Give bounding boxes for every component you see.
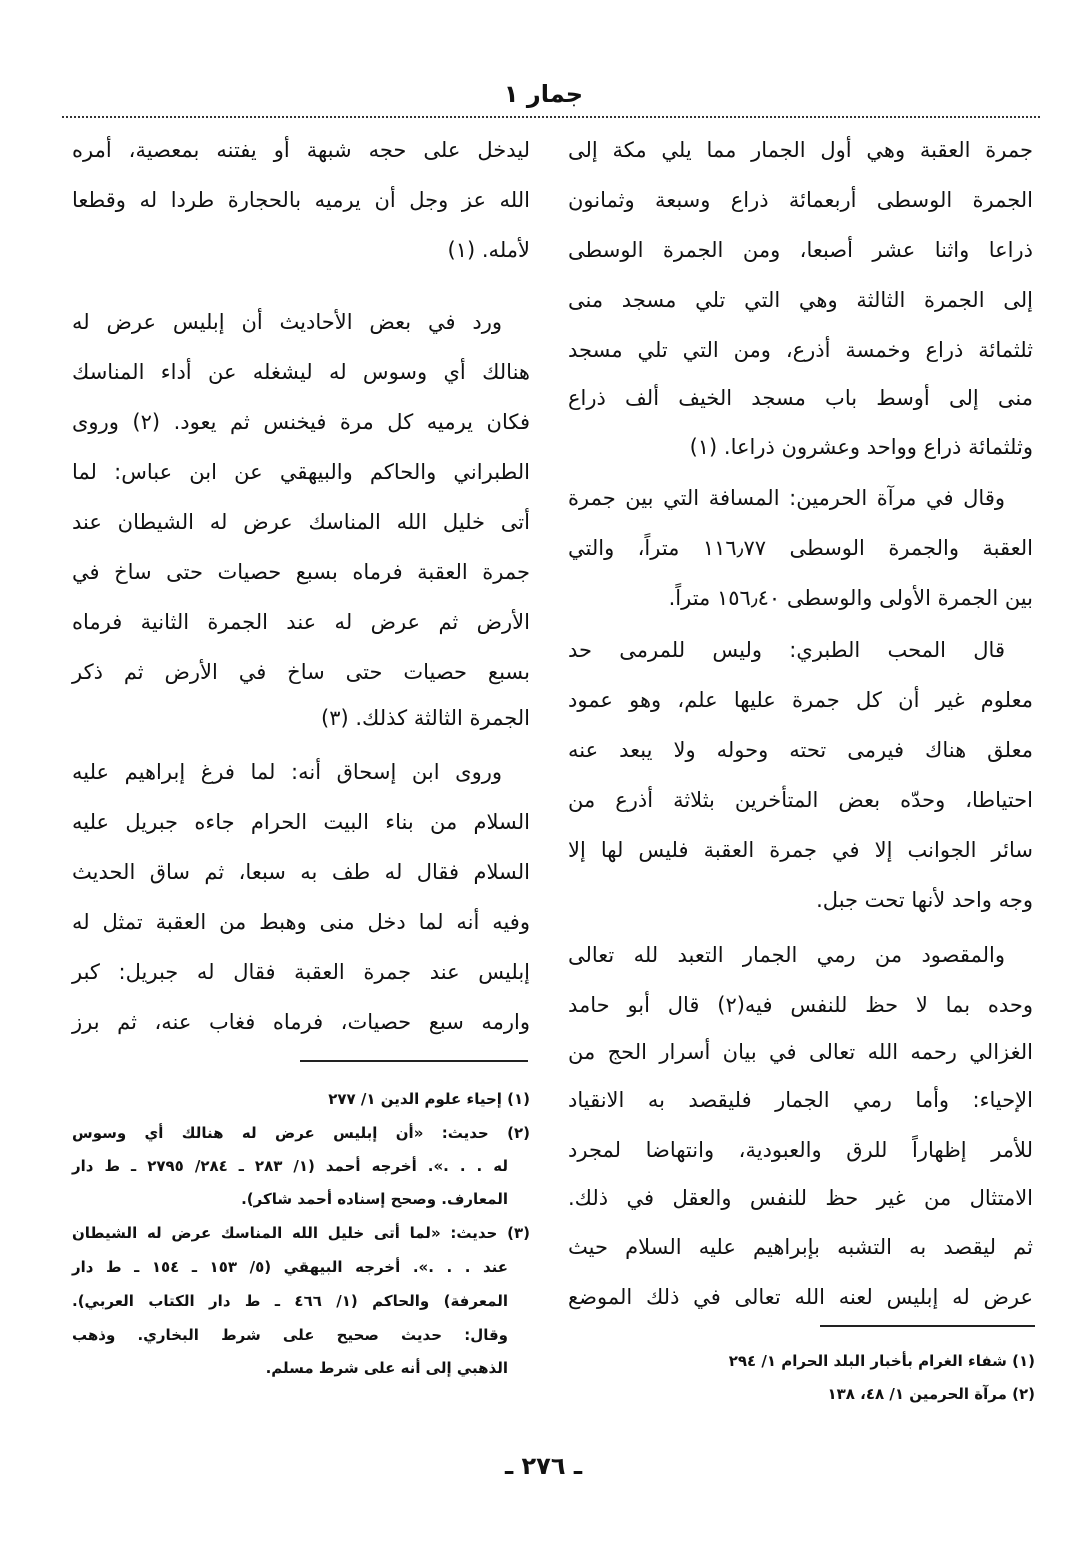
running-header: جمار ١ [503, 80, 584, 108]
body-line: ثلثمائة ذراع وخمسة أذرع، ومن التي تلي مسجد [568, 338, 1033, 362]
body-line: وجه واحد لأنها تحت جبل. [816, 888, 1033, 912]
body-line: جمرة العقبة فرماه بسبع حصيات حتى ساخ في [72, 560, 530, 584]
body-line: الغزالي رحمه الله تعالى في بيان أسرار الحج من [568, 1040, 1033, 1064]
body-line: وروى ابن إسحاق أنه: لما فرغ إبراهيم عليه [72, 760, 502, 784]
footnote: المعرفة) والحاكم (١/ ٤٦٦ ـ ط دار الكتاب العربي). [72, 1292, 508, 1310]
body-line: الطبراني والحاكم والبيهقي عن ابن عباس: لما [72, 460, 530, 484]
body-line: إبليس عند جمرة العقبة فقال له جبريل: كبر [72, 960, 530, 984]
body-line: سائر الجوانب إلا في جمرة العقبة فليس لها إلا [568, 838, 1033, 862]
body-line: معلوم غير أن كل جمرة عليها علم، وهو عمود [568, 688, 1033, 712]
footnote: (١) شفاء الغرام بأخبار البلد الحرام ١/ ٢٩٤ [728, 1352, 1035, 1370]
footnote: وقال: حديث صحيح على شرط البخاري. وذهب [72, 1326, 508, 1344]
body-line: العقبة والجمرة الوسطى ١١٦٫٧٧ متراً، والتي [568, 536, 1033, 560]
body-line: وثلثمائة ذراع وواحد وعشرون ذراعا. (١) [689, 435, 1033, 459]
body-line: لأمله. (١) [447, 238, 530, 262]
body-line: الأرض ثم عرض له عند الجمرة الثانية فرماه [72, 610, 530, 634]
body-line: ثم ليقصد به التشبه بإبراهيم عليه السلام حيث [568, 1235, 1033, 1259]
body-line: منى إلى أوسط باب مسجد الخيف ألف ذراع [568, 386, 1033, 410]
footnote: له . . .». أخرجه أحمد (١/ ٢٨٣ ـ ٢٨٤/ ٢٧٩٥ ـ ط دار [72, 1157, 508, 1175]
body-line: معلق هناك فيرمى تحته وحوله ولا يبعد عنه [568, 738, 1033, 762]
footnote-rule [300, 1060, 528, 1062]
body-line: الجمرة الثالثة كذلك. (٣) [321, 706, 530, 730]
body-line: ورد في بعض الأحاديث أن إبليس عرض له [72, 310, 502, 334]
body-line: ليدخل على حجه شبهة أو يفتنه بمعصية، أمره [72, 138, 530, 162]
body-line: بسبع حصيات حتى ساخ في الأرض ثم ذكر [72, 660, 530, 684]
body-line: وفيه أنه لما دخل منى وهبط من العقبة تمثل له [72, 910, 530, 934]
body-line: قال المحب الطبري: وليس للمرمى حد [568, 638, 1005, 662]
footnote: (٢) مرآة الحرمين ١/ ٤٨، ١٣٨ [827, 1385, 1035, 1403]
footnote: (٣) حديث: «لما أتى خليل الله المناسك عرض له الشيطان [72, 1224, 530, 1242]
body-line: للأمر إظهاراً للرق والعبودية، وانتهاضا لمجرد [568, 1138, 1033, 1162]
body-line: والمقصود من رمي الجمار التعبد لله تعالى [568, 943, 1005, 967]
footnote: المعارف. وصحح إسناده أحمد شاكر). [241, 1190, 508, 1208]
body-line: الجمرة الوسطى أربعمائة ذراع وسبعة وثمانون [568, 188, 1033, 212]
body-line: الامتثال من غير حظ للنفس والعقل في ذلك. [568, 1186, 1033, 1210]
body-line: السلام من بناء البيت الحرام جاءه جبريل عليه [72, 810, 530, 834]
body-line: إلى الجمرة الثالثة وهي التي تلي مسجد منى [568, 288, 1033, 312]
body-line: وقال في مرآة الحرمين: المسافة التي بين جمرة [568, 486, 1005, 510]
footnote: (٢) حديث: «أن إبليس عرض له هنالك أي وسوس [72, 1124, 530, 1142]
footnote: الذهبي إلى أنه على شرط مسلم. [265, 1359, 508, 1377]
body-line: الإحياء: وأما رمي الجمار فليقصد به الانقياد [568, 1088, 1033, 1112]
body-line: بين الجمرة الأولى والوسطى ١٥٦٫٤٠ متراً. [668, 586, 1033, 610]
body-line: أتى خليل الله المناسك عرض له الشيطان عند [72, 510, 530, 534]
footnote: عند . . .». أخرجه البيهقي (٥/ ١٥٣ ـ ١٥٤ ـ ط دار [72, 1258, 508, 1276]
header-divider [62, 116, 1040, 118]
page-number: ـ ٢٧٦ ـ [504, 1452, 583, 1480]
body-line: ذراعا واثنا عشر أصبعا، ومن الجمرة الوسطى [568, 238, 1033, 262]
body-line: عرض له إبليس لعنه الله تعالى في ذلك الموضع [568, 1285, 1033, 1309]
body-line: وحده بما لا حظ للنفس فيه(٢) قال أبو حامد [568, 993, 1033, 1017]
body-line: الله عز وجل أن يرميه بالحجارة طردا له وقطعا [72, 188, 530, 212]
footnote-rule [820, 1325, 1035, 1327]
footnote: (١) إحياء علوم الدين ١/ ٢٧٧ [328, 1090, 530, 1108]
body-line: جمرة العقبة وهي أول الجمار مما يلي مكة إلى [568, 138, 1033, 162]
body-line: فكان يرميه كل مرة فيخنس ثم يعود. (٢) وروى [72, 410, 530, 434]
body-line: هنالك أي وسوس له ليشغله عن أداء المناسك [72, 360, 530, 384]
body-line: وارمه سبع حصيات، فرماه فغاب عنه، ثم برز [72, 1010, 530, 1034]
body-line: احتياطا، وحدّه بعض المتأخرين بثلاثة أذرع من [568, 788, 1033, 812]
body-line: السلام فقال له طف به سبعا، ثم ساق الحديث [72, 860, 530, 884]
